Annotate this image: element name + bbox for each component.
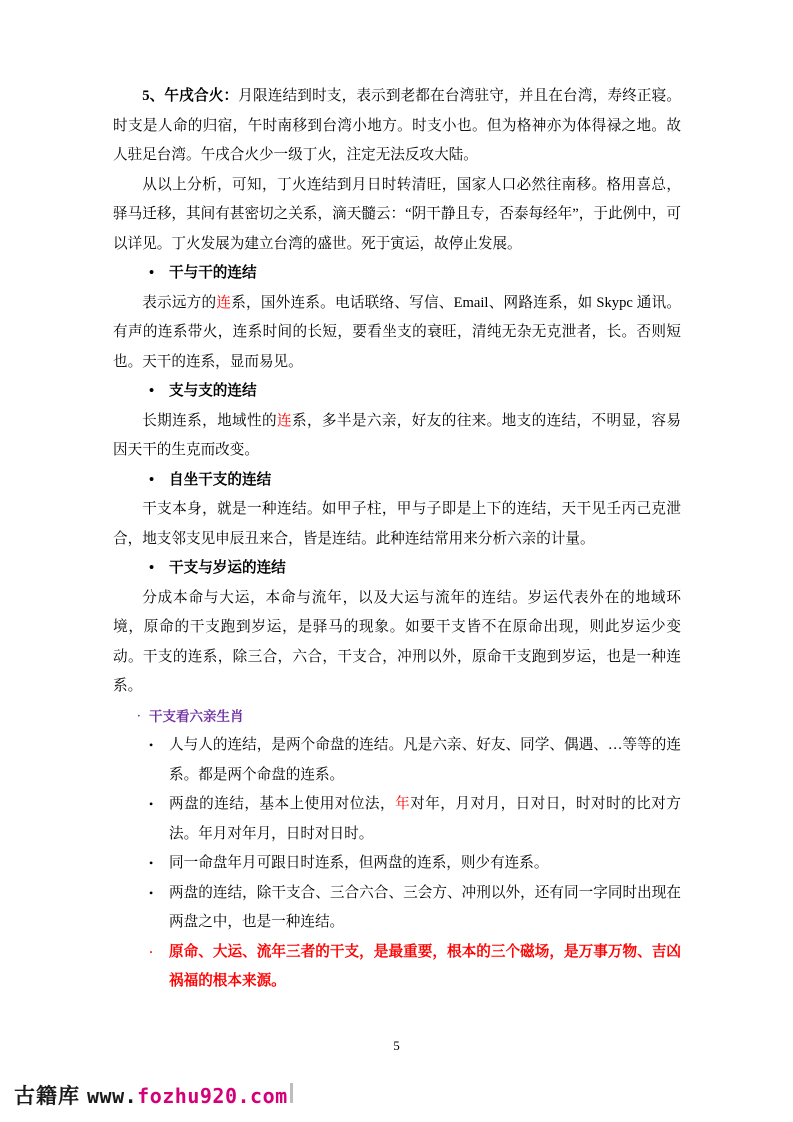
watermark-site-name: 古籍库 — [14, 1084, 80, 1108]
list-item-text: 两盘的连结，除干支合、三合六合、三会方、冲刑以外，还有同一字同时出现在两盘之中，也是一种连结。 — [169, 884, 681, 930]
list-item — [113, 849, 681, 879]
list-item-text: 人与人的连结，是两个命盘的连结。凡是六亲、好友、同学、偶遇、…等等的连系。都是两个命盘的连系。 — [169, 737, 681, 783]
bullet-icon: · — [149, 944, 154, 959]
section-title-zizuo-ganzhi — [113, 466, 681, 496]
section-body-ganzhi-suiyun: 分成本命与大运，本命与流年，以及大运与流年的连结。岁运代表外在的地域环境，原命的干支跑到岁运，是驿马的现象。如要干支皆不在原命出现，则此岁运少变动。干支的连系，除三合，六合，干支合，冲刑以外，原命干支跑到岁运，也是一种连系。 — [113, 589, 681, 694]
bullet-icon: • — [149, 885, 154, 900]
section-body-gan-yu-gan — [113, 289, 681, 378]
final-note — [113, 938, 681, 997]
watermark-bar-icon — [290, 1083, 293, 1103]
subsection-label-liuqin-shengxiao — [113, 702, 681, 732]
bullet-icon: • — [149, 797, 154, 811]
watermark-url-domain: fozhu920.com — [137, 1083, 288, 1108]
list-item-highlight: 年 — [395, 796, 411, 812]
document-body — [113, 82, 681, 997]
section-title-gan-yu-gan — [113, 259, 681, 289]
bullet-icon: · — [137, 709, 141, 722]
list-item — [113, 790, 681, 849]
list-item — [113, 879, 681, 938]
heading-number: 5、 — [142, 88, 165, 104]
subsection-label-text: 干支看六亲生肖 — [149, 708, 244, 724]
body-part-highlight: 连 — [216, 294, 232, 311]
section-title-text: 干与干的连结 — [169, 265, 257, 281]
heading-title: 午戌合火： — [164, 88, 239, 104]
list-item-text: 同一命盘年月可跟日时连系，但两盘的连系，则少有连系。 — [169, 855, 549, 871]
bullet-icon: • — [149, 738, 154, 752]
watermark-url-prefix: www. — [87, 1083, 138, 1108]
section-heading-paragraph — [113, 82, 681, 171]
body-part-highlight: 连 — [276, 412, 292, 429]
list-item-text-2: 对年，月对月，日对日，时对时的比对方法。年月对年月，日时对日时。 — [169, 796, 681, 842]
section-body-zhi-yu-zhi — [113, 407, 681, 466]
section-title-zhi-yu-zhi — [113, 377, 681, 407]
section-body-zizuo-ganzhi: 干支本身，就是一种连结。如甲子柱，甲与子即是上下的连结，天干见壬丙己克泄合，地支邻支见申辰丑来合，皆是连结。此种连结常用来分析六亲的计量。 — [113, 501, 681, 547]
body-part-1: 表示远方的 — [142, 294, 217, 311]
final-note-text: 原命、大运、流年三者的干支，是最重要，根本的三个磁场，是万事万物、吉凶祸福的根本来源。 — [169, 943, 681, 989]
bullet-icon: • — [149, 471, 155, 488]
heading-body: 月限连结到时支，表示到老都在台湾驻守，并且在台湾，寿终正寝。时支是人命的归宿，午时南移到台湾小地方。时支小也。但为格神亦为体得禄之地。故人驻足台湾。午戌合火少一级丁火，注定无法反攻大陆。 — [113, 88, 681, 163]
section-title-text: 支与支的连结 — [169, 383, 257, 399]
body-part-1: 长期连系，地域性的 — [142, 412, 277, 429]
bullet-icon: • — [149, 383, 155, 399]
page-number: 5 — [393, 1038, 400, 1053]
watermark — [14, 1078, 293, 1112]
bullet-icon: • — [149, 856, 154, 870]
body-part-2: 系，多半是六亲，好友的往来。地支的连结，不明显，容易因天干的生克而改变。 — [113, 412, 681, 458]
section-title-ganzhi-suiyun — [113, 554, 681, 584]
bullet-icon: • — [149, 560, 155, 576]
summary-paragraph: 从以上分析，可知，丁火连结到月日时转清旺，国家人口必然往南移。格用喜总，驿马迁移，其间有甚密切之关系，滴天髓云：“阴干静且专，否泰每经年”，于此例中，可以详见。丁火发展为建立台湾的盛世。死于寅运，故停止发展。 — [113, 176, 681, 252]
list-item-text-1: 两盘的连结，基本上使用对位法， — [169, 796, 396, 812]
bullet-icon: • — [149, 265, 155, 281]
section-title-text: 自坐干支的连结 — [169, 471, 272, 488]
body-part-2: 系，国外连系。电话联络、写信、Email、网路连系，如 Skypc 通讯。有声的连系带火，连系时间的长短，要看坐支的衰旺，清纯无杂无克泄者，长。否则短也。天干的连系，显而易见。 — [113, 294, 681, 370]
list-item — [113, 731, 681, 790]
watermark-url — [87, 1083, 293, 1108]
section-title-text: 干支与岁运的连结 — [169, 560, 286, 576]
